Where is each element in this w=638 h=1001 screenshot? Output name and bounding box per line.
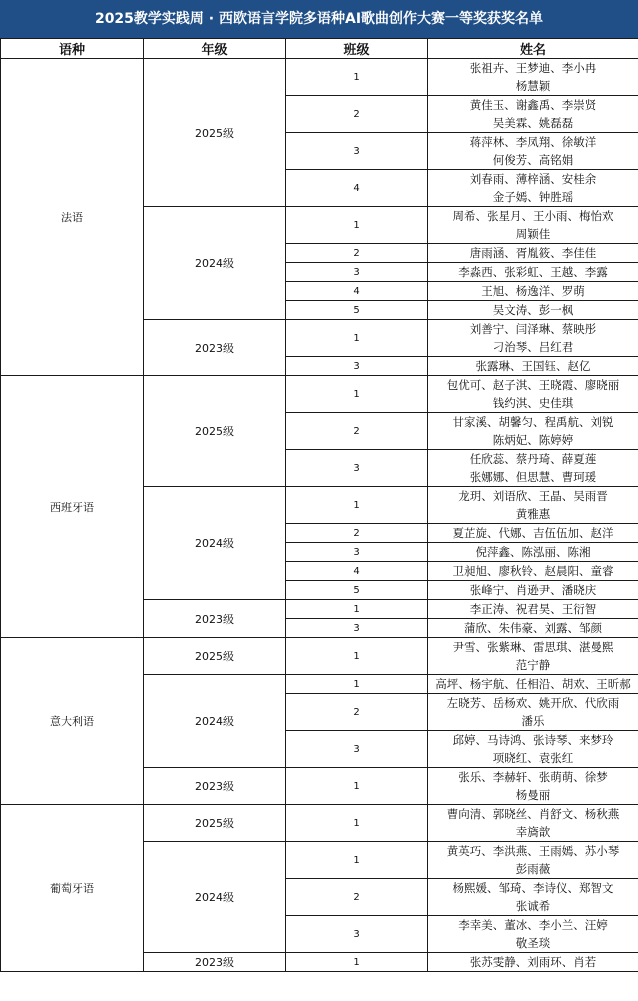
- name-line: 曹向清、郭晓丝、肖舒文、杨秋燕: [446, 807, 620, 821]
- names-cell: [428, 301, 638, 320]
- name-line: 包优可、赵子淇、王晓霞、廖晓丽: [446, 378, 620, 392]
- class-cell: 3: [286, 619, 428, 638]
- class-cell: 1: [286, 675, 428, 694]
- names-cell: [428, 263, 638, 282]
- name-line: 陈炳妃、陈婷婷: [492, 433, 574, 447]
- name-line: 左晓芳、岳杨欢、姚开欣、代欣雨: [446, 696, 620, 710]
- name-line: 李淼西、张彩虹、王越、李露: [458, 265, 608, 279]
- class-cell: 1: [286, 768, 428, 805]
- class-cell: 3: [286, 731, 428, 768]
- name-line: 杨曼丽: [515, 788, 551, 802]
- class-cell: 3: [286, 543, 428, 562]
- names-cell: [428, 916, 638, 953]
- name-line: 蒲欣、朱伟豪、刘露、邹颜: [464, 621, 602, 635]
- names-cell: [428, 413, 638, 450]
- name-line: 幸旖歆: [515, 825, 551, 839]
- column-header-grade: 年级: [144, 39, 286, 59]
- class-cell: 2: [286, 244, 428, 263]
- grade-cell: 2025级: [144, 376, 286, 487]
- language-cell: 西班牙语: [1, 376, 144, 638]
- class-cell: 2: [286, 879, 428, 916]
- grade-cell: 2025级: [144, 59, 286, 207]
- names-cell: [428, 638, 638, 675]
- name-line: 李幸美、董冰、李小兰、汪婷: [458, 918, 608, 932]
- names-cell: [428, 953, 638, 972]
- name-line: 张苏雯静、刘雨环、肖若: [469, 955, 597, 969]
- page-title: 2025教学实践周 · 西欧语言学院多语种AI歌曲创作大赛一等奖获奖名单: [0, 0, 638, 38]
- column-header-language: 语种: [1, 39, 144, 59]
- grade-cell: 2023级: [144, 320, 286, 376]
- name-line: 黄雅惠: [515, 507, 551, 521]
- grade-cell: 2025级: [144, 805, 286, 842]
- class-cell: 1: [286, 487, 428, 524]
- names-cell: [428, 581, 638, 600]
- grade-cell: 2023级: [144, 768, 286, 805]
- name-line: 刘善宁、闫泽琳、蔡映彤: [469, 322, 597, 336]
- name-line: 张露琳、王国钰、赵亿: [475, 359, 591, 373]
- name-line: 钱约淇、史佳琪: [492, 396, 574, 410]
- name-line: 金子嫣、钟胜瑶: [492, 190, 574, 204]
- language-cell: 葡萄牙语: [1, 805, 144, 972]
- name-line: 周希、张星月、王小雨、梅怡欢: [452, 209, 614, 223]
- class-cell: 1: [286, 59, 428, 96]
- class-cell: 3: [286, 916, 428, 953]
- names-cell: [428, 96, 638, 133]
- name-line: 杨慧颖: [515, 79, 551, 93]
- name-line: 倪萍鑫、陈泓丽、陈湘: [475, 545, 591, 559]
- name-line: 张祖卉、王梦迪、李小冉: [469, 61, 597, 75]
- name-line: 张峰宁、肖逊尹、潘晓庆: [469, 583, 597, 597]
- names-cell: [428, 133, 638, 170]
- grade-cell: 2024级: [144, 675, 286, 768]
- names-cell: [428, 244, 638, 263]
- table-row: [1, 376, 638, 413]
- name-line: 任欣蕊、蔡丹琦、薛夏莲: [469, 452, 597, 466]
- name-line: 张诚希: [515, 899, 551, 913]
- name-line: 黄佳玉、谢鑫禹、李崇贤: [469, 98, 597, 112]
- name-line: 尹雪、张紫琳、雷思琪、湛曼熙: [452, 640, 614, 654]
- grade-cell: 2024级: [144, 487, 286, 600]
- class-cell: 1: [286, 376, 428, 413]
- names-cell: [428, 694, 638, 731]
- names-cell: [428, 879, 638, 916]
- names-cell: [428, 731, 638, 768]
- class-cell: 1: [286, 805, 428, 842]
- name-line: 张乐、李赫轩、张萌萌、徐梦: [458, 770, 608, 784]
- name-line: 龙玥、刘语欣、王晶、吴雨晋: [458, 489, 608, 503]
- name-line: 敬圣琰: [515, 936, 551, 950]
- header-row: [1, 39, 638, 59]
- class-cell: 3: [286, 357, 428, 376]
- names-cell: [428, 543, 638, 562]
- name-line: 唐雨涵、胥胤筱、李佳佳: [469, 246, 597, 260]
- table-row: [1, 805, 638, 842]
- name-line: 杨熙媛、邹琦、李诗仪、郑智文: [452, 881, 614, 895]
- names-cell: [428, 487, 638, 524]
- class-cell: 1: [286, 600, 428, 619]
- names-cell: [428, 450, 638, 487]
- class-cell: 1: [286, 638, 428, 675]
- names-cell: [428, 357, 638, 376]
- class-cell: 1: [286, 953, 428, 972]
- class-cell: 3: [286, 133, 428, 170]
- grade-cell: 2025级: [144, 638, 286, 675]
- name-line: 黄英巧、李洪燕、王雨嫣、苏小琴: [446, 844, 620, 858]
- names-cell: [428, 207, 638, 244]
- class-cell: 2: [286, 694, 428, 731]
- name-line: 何俊芳、高铭娟: [492, 153, 574, 167]
- grade-cell: 2024级: [144, 842, 286, 953]
- name-line: 甘家溪、胡馨匀、程禹航、刘锐: [452, 415, 614, 429]
- name-line: 范宁静: [515, 658, 551, 672]
- name-line: 夏芷旋、代娜、吉伍伍加、赵洋: [452, 526, 614, 540]
- name-line: 高坪、杨宇航、任相沿、胡欢、王昕郝: [435, 677, 631, 691]
- class-cell: 3: [286, 450, 428, 487]
- name-line: 王旭、杨逸洋、罗萌: [481, 284, 585, 298]
- names-cell: [428, 170, 638, 207]
- names-cell: [428, 768, 638, 805]
- name-line: 彭雨薇: [515, 862, 551, 876]
- class-cell: 4: [286, 282, 428, 301]
- grade-cell: 2024级: [144, 207, 286, 320]
- names-cell: [428, 675, 638, 694]
- name-line: 刘春雨、薄梓涵、安桂余: [469, 172, 597, 186]
- name-line: 邱婷、马诗鸿、张诗琴、来梦玲: [452, 733, 614, 747]
- class-cell: 4: [286, 170, 428, 207]
- name-line: 卫昶旭、廖秋铃、赵晨阳、童睿: [452, 564, 614, 578]
- name-line: 项晓红、袁张红: [492, 751, 574, 765]
- award-table: [0, 38, 638, 972]
- language-cell: 意大利语: [1, 638, 144, 805]
- table-row: [1, 638, 638, 675]
- name-line: 刁治琴、吕红君: [492, 340, 574, 354]
- name-line: 蒋萍林、李凤翔、徐敏洋: [469, 135, 597, 149]
- names-cell: [428, 562, 638, 581]
- grade-cell: 2023级: [144, 600, 286, 638]
- class-cell: 2: [286, 524, 428, 543]
- name-line: 吴美霖、姚磊磊: [492, 116, 574, 130]
- class-cell: 1: [286, 842, 428, 879]
- names-cell: [428, 320, 638, 357]
- name-line: 潘乐: [521, 714, 545, 728]
- class-cell: 1: [286, 207, 428, 244]
- language-cell: 法语: [1, 59, 144, 376]
- class-cell: 1: [286, 320, 428, 357]
- class-cell: 4: [286, 562, 428, 581]
- class-cell: 2: [286, 96, 428, 133]
- names-cell: [428, 59, 638, 96]
- names-cell: [428, 600, 638, 619]
- class-cell: 5: [286, 581, 428, 600]
- table-row: [1, 59, 638, 96]
- name-line: 吴文涛、彭一枫: [492, 303, 574, 317]
- names-cell: [428, 842, 638, 879]
- names-cell: [428, 619, 638, 638]
- column-header-class: 班级: [286, 39, 428, 59]
- class-cell: 2: [286, 413, 428, 450]
- names-cell: [428, 524, 638, 543]
- grade-cell: 2023级: [144, 953, 286, 972]
- names-cell: [428, 805, 638, 842]
- names-cell: [428, 376, 638, 413]
- names-cell: [428, 282, 638, 301]
- class-cell: 5: [286, 301, 428, 320]
- name-line: 周颖佳: [515, 227, 551, 241]
- name-line: 李正涛、祝君昊、王衍智: [469, 602, 597, 616]
- name-line: 张娜娜、但思慧、曹珂瑗: [469, 470, 597, 484]
- class-cell: 3: [286, 263, 428, 282]
- column-header-names: 姓名: [428, 39, 638, 59]
